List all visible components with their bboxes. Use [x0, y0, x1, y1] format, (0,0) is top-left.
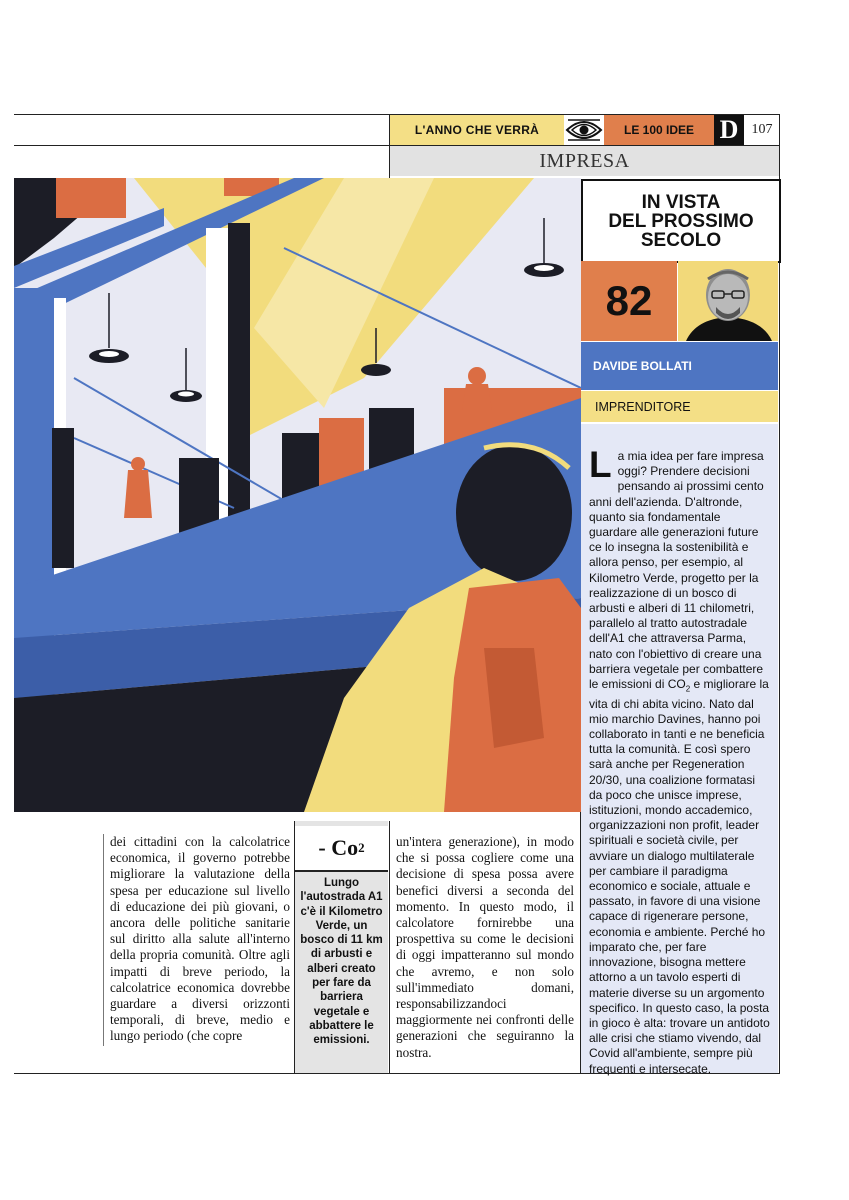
- author-role: IMPRENDITORE: [581, 391, 778, 422]
- sidebar-title-main: - Co: [318, 835, 359, 860]
- sidebar-title: [295, 826, 388, 872]
- eye-icon: [564, 115, 604, 145]
- article-rest: e migliorare la vita di chi abita vicino. Nato dal mio marchio Davines, hanno poi collaborato in tanti e ne beneficia tutta la comunità. E così spero sarà anche per Regeneration 20/30, una coalizione formatasi da poco che unisce imprese, istituzioni, mondo accademico, organizzazioni non profit, leader spirituali e società civile, per avviare un dialogo multilaterale per cambiare il paradigma economico e sociale, attuale e passato, in favore di una visione capace di rigenerare persone, economia e ambiente. Perché ho imparato che, per fare innovazione, bisogna mettere attorno a un tavolo esperti di materie diverse su un argomento specifico. In questo caso, la posta in gioco è alta: trovare un antidoto alle crisi che stiamo vivendo, dal Covid all'ambiente, sempre più frequenti e intersecate.: [589, 677, 770, 1076]
- idea-title: IN VISTA DEL PROSSIMO SECOLO: [581, 179, 781, 263]
- drop-cap: L: [589, 444, 612, 485]
- column-left-text: dei cittadini con la calcolatrice economica, il governo potrebbe migliorare la valutazione della spesa per educazione sul livello di educazione dei più giovani, o ancora delle politiche sanitarie sul diritto alla salute all'interno della propria comunità. Oltre agli impatti di breve periodo, la calcolatrice economica dovrebbe guardare a diversi orizzonti temporali, di breve, medio e lungo periodo (che copre: [110, 834, 290, 1044]
- page-number: 107: [751, 122, 773, 137]
- sidebar-title-sub: 2: [358, 840, 365, 855]
- sidebar-text: Lungo l'autostrada A1 c'è il Kilometro Verde, un bosco di 11 km di arbusti e alberi creato per fare da barriera vegetale e abbattere le emissioni.: [300, 877, 383, 1047]
- left-column-rule: [103, 834, 104, 1046]
- illustration: [14, 178, 581, 812]
- magazine-logo: D: [714, 115, 744, 145]
- author-name: DAVIDE BOLLATI: [581, 342, 778, 390]
- ideas-label: LE 100 IDEE: [604, 115, 714, 145]
- section-title: IMPRESA: [390, 146, 779, 176]
- sidebar-right-rule: [389, 821, 390, 1073]
- portrait-photo: [678, 261, 778, 341]
- article-body: [589, 444, 771, 1077]
- co2-subscript: 2: [685, 684, 691, 694]
- idea-number: 82: [581, 261, 677, 341]
- column-right-text: un'intera generazione), in modo che si possa cogliere come una decisione di spesa possa avere benefici diversi a seconda del momento. In questo modo, il calcolatore fornirebbe una prospettiva su come le decisioni di oggi impatteranno sul mondo che avremo, e non solo sull'immediato domani, responsabilizzandoci maggiormente nei confronti delle generazioni che seguiranno la nostra.: [396, 834, 574, 1060]
- series-label: L'ANNO CHE VERRÀ: [390, 115, 564, 145]
- article-intro: a mia idea per fare impresa oggi? Prendere decisioni pensando ai prossimi cento anni dell'azienda. D'altronde, quanto sia fondamentale guardare alle generazioni future ce lo insegna la sostenibilità e allora penso, per esempio, al Kilometro Verde, progetto per la realizzazione di un bosco di arbusti e alberi di 11 chilometri, parallelo al tratto autostradale dell'A1 che attraversa Parma, nato con l'obiettivo di creare una barriera vegetale per combattere le emissioni di CO: [589, 449, 764, 692]
